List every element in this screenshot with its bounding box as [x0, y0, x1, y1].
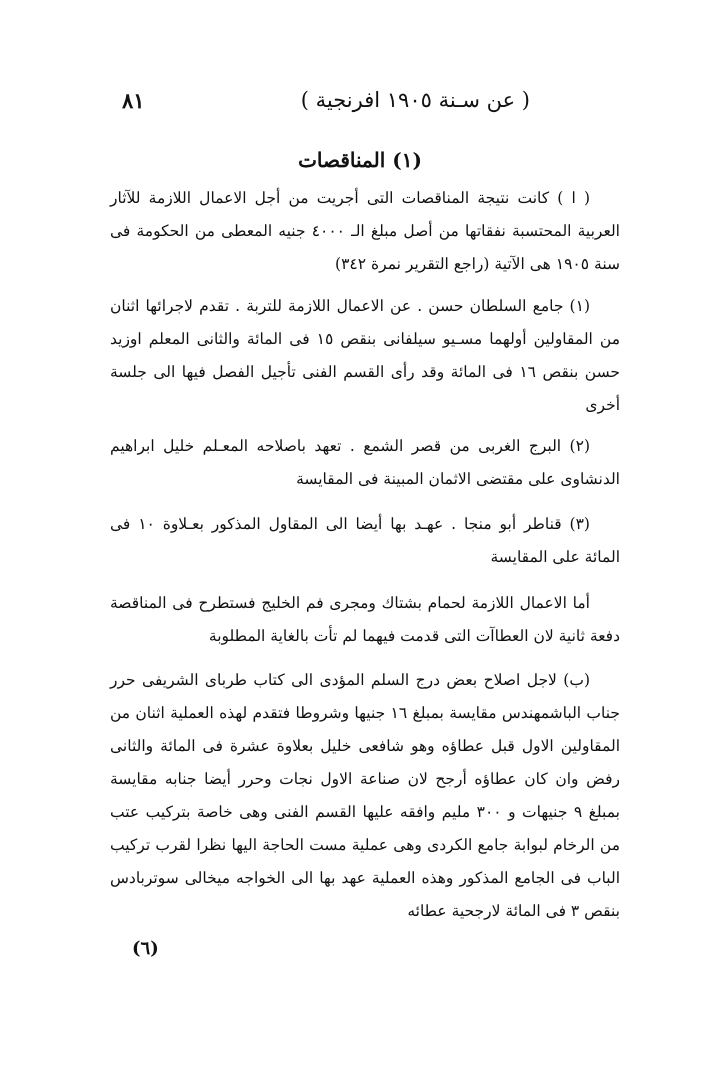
page-header [110, 88, 620, 122]
running-header-title: ( عن سـنة ١٩٠٥ افرنجية ) [300, 88, 530, 112]
paragraph-text: (٢) البرج الغربى من قصر الشمع . تعهد باصلاحه المعـلم خليل ابراهيم الدنشاوى على مقتضى الاثمان المبينة فى المقايسة [110, 437, 620, 488]
section-title: (١) المناقصات [298, 148, 422, 172]
paragraph-item-2 [110, 430, 620, 496]
paragraph-text: أما الاعمال اللازمة لحمام بشتاك ومجرى فم الخليج فستطرح فى المناقصة دفعة ثانية لان العطاآت التى قدمت فيهما لم تأت بالغاية المطلوبة [110, 594, 620, 645]
signature-mark: (٦) [132, 938, 159, 959]
paragraph-item-3 [110, 508, 620, 574]
paragraph-intro [110, 182, 620, 281]
paragraph-item-1 [110, 290, 620, 422]
paragraph-remaining-works [110, 587, 620, 653]
paragraph-text: ( ا ) كانت نتيجة المناقصات التى أجريت من أجل الاعمال اللازمة للآثار العربية المحتسبة نفقاتها من أصل مبلغ الـ ٤٠٠٠ جنيه المعطى من الحكومة فى سنة ١٩٠٥ هى الآتية (راجع التقرير نمرة ٣٤٢) [110, 189, 620, 273]
page-number: ٨١ [122, 88, 145, 113]
paragraph-text: (٣) قناطر أبو منجا . عهـد بها أيضا الى المقاول المذكور بعـلاوة ١٠ فى المائة على المقايسة [110, 515, 620, 566]
paragraph-text: (ب) لاجل اصلاح بعض درج السلم المؤدى الى كتاب طربای الشريفى حرر جناب الباشمهندس مقايسة بمبلغ ١٦ جنيها وشروطا فتقدم لهذه العملية اثنان من المقاولين الاول قبل عطاؤه وهو شافعى خليل بعلاوة عشرة فى المائة والثانى رفض وان كان عطاؤه أرجح لان صناعة الاول نجات وحرر أيضا جنابه مقايسة بمبلغ ٩ جنيهات و ٣٠٠ مليم وافقه عليها القسم الفنى وهى خاصة بتركيب عتب من الرخام لبوابة جامع الكردى وهى عملية مست الحاجة اليها نظرا لقرب تركيب الباب فى الجامع المذكور وهذه العملية عهد بها الى الخواجه ميخالى سوتربادس بنقص ٣ فى المائة لارجحية عطائه [110, 671, 620, 920]
paragraph-b [110, 664, 620, 928]
paragraph-text: (١) جامع السلطان حسن . عن الاعمال اللازمة للتربة . تقدم لاجرائها اثنان من المقاولين أولهما مسـيو سيلفانى بنقص ١٥ فى المائة والثانى المعلم اوزيد حسن بنقص ١٦ فى المائة وقد رأى القسم الفنى تأجيل الفصل فيها الى جلسة أخرى [110, 297, 620, 414]
